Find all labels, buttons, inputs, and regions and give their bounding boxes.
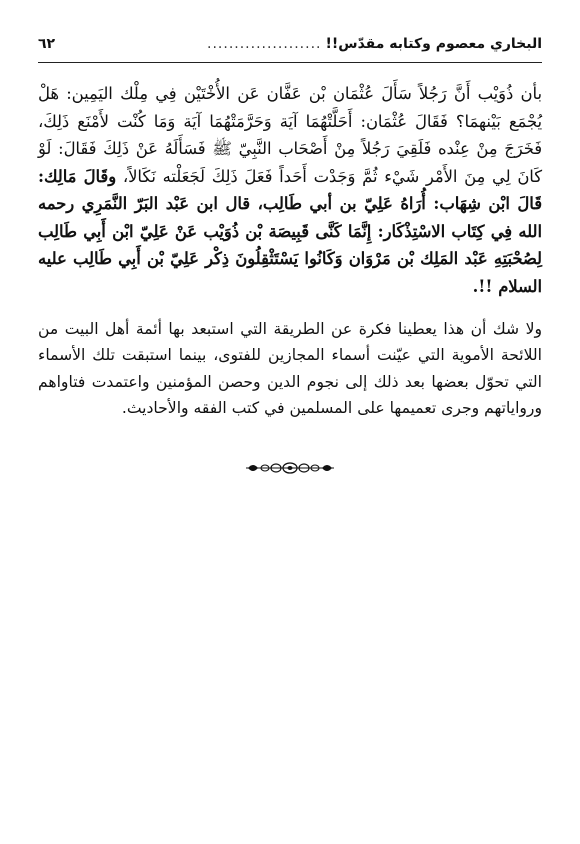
header-divider bbox=[38, 62, 542, 63]
ornament-graphic bbox=[244, 460, 336, 476]
running-header bbox=[38, 36, 542, 60]
narration-text: بأن ذُوَيْب أَنَّ رَجُلاً سَأَلَ عُثْمَان بْن عَفَّان عَن الأُخْتَيْن فِي مِلْك اليَمِين: هَلْ يُجْمَع بَيْنهمَا؟ فَقَالَ عُثْمَان: أَحَلَّتْهُمَا آيَة وَحَرَّمَتْهُمَا آيَة وَمَا كُنْت لأَمْنَع ذَلِكَ، فَخَرَجَ مِنْ عِنْده فَلَقِيَ رَجُلاً مِنْ أَصْحَاب النَّبِيّ ﷺ فَسَأَلَهُ عَنْ ذَلِكَ فَقَالَ: لَوْ كَانَ لِي مِنَ الأَمْر شَيْء ثُمَّ وَجَدْت أَحَداً فَعَلَ ذَلِكَ لَجَعَلْته نَكَالاً، bbox=[38, 84, 542, 186]
running-header-title: البخاري معصوم وكتابه مقدّس!! bbox=[325, 36, 542, 52]
body-paragraph: ولا شك أن هذا يعطينا فكرة عن الطريقة التي استبعد بها أئمة أهل البيت من اللائحة الأموية التي عيّنت أسماء المجازين للفتوى، بينما استبقت تلك الأسماء التي تحوّل بعضها بعد ذلك إلى نجوم الدين وحصن المؤمنين واعتمدت فتاواهم ورواياتهم وجرى تعميمها على المسلمين في كتب الفقه والأحاديث. bbox=[38, 320, 542, 418]
decorative-separator bbox=[0, 460, 580, 476]
quoted-narration bbox=[38, 80, 542, 300]
page-number: ٦٢ bbox=[38, 36, 56, 52]
narration-commentary: وقَالَ مَالِك: قَالَ ابْن شِهَاب: أُرَاهُ عَلِيّ بن أبي طَالِب، قال ابن عَبْد البَرّ النَّمَرِي رحمه الله فِي كِتَاب الاسْتِذْكَار: إِنَّمَا كَنَّى قَبِيصَة بْن ذُوَيْب عَنْ عَلِيّ ابْن أَبِي طَالِب لِصُحْبَتِهِ عَبْد المَلِك بْن مَرْوَان وَكَانُوا يَسْتَثْقِلُونَ ذِكْر عَلِيّ بْن أَبِي طَالِب عليه السلام !!. bbox=[38, 166, 542, 296]
leader-dots: ..................... bbox=[207, 36, 322, 52]
